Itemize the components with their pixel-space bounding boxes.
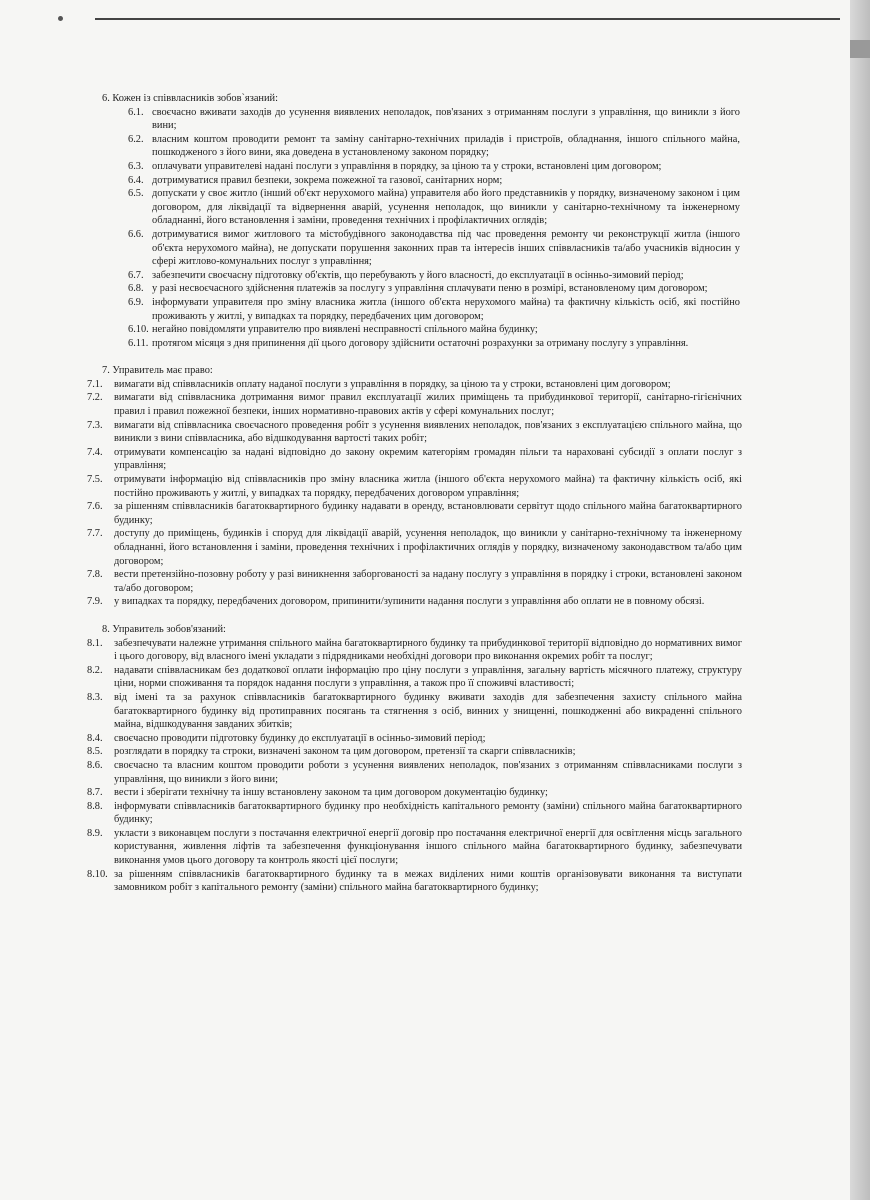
item-text: вимагати від співвласника дотримання вимог правил експлуатації жилих приміщень та прибудинкової території, санітарно-гігієнічних правил і правил пожежної безпеки, інших нормативно-правових актів у сфері комунальних послуг; (114, 392, 742, 418)
item-number: 7.8. (87, 569, 103, 581)
item-text: негайно повідомляти управителю про виявлені несправності спільного майна будинку; (152, 324, 538, 336)
list-item (87, 800, 742, 827)
item-number: 7.6. (87, 501, 103, 513)
item-text: своєчасно вживати заходів до усунення виявлених неполадок, пов'язаних з отриманням послуги з управління, що виникли з його вини; (152, 106, 740, 132)
list-item (128, 323, 740, 337)
list-item (87, 637, 742, 664)
item-number: 6.2. (128, 133, 144, 145)
item-text: забезпечити своєчасну підготовку об'єктів, що перебувають у його власності, до експлуатації в осінньо-зимовий період; (152, 269, 684, 281)
document-body (87, 92, 742, 895)
item-number: 6.10. (128, 324, 149, 336)
item-number: 8.9. (87, 827, 103, 839)
page-edge-shadow (850, 0, 870, 1200)
item-number: 6.11. (128, 337, 149, 349)
list-item (87, 759, 742, 786)
list-item (128, 282, 740, 296)
item-text: допускати у своє житло (інший об'єкт нерухомого майна) управителя або його представників у порядку, визначеному законом і цим договором, для ліквідації та відвернення аварій, усунення неполадок, що виникли у санітарно-технічному та інженерному обладнанні, його встановлення і заміни, проведення технічних і профілактичних оглядів; (152, 188, 740, 227)
scan-edge-mark (850, 40, 870, 58)
list-item (128, 296, 740, 323)
item-text: своєчасно проводити підготовку будинку до експлуатації в осінньо-зимовий період; (114, 732, 486, 744)
list-item (87, 568, 742, 595)
item-number: 8.5. (87, 746, 103, 758)
item-number: 6.9. (128, 296, 144, 308)
item-text: інформувати управителя про зміну власника житла (іншого об'єкта нерухомого майна) та фактичну кількість осіб, які постійно проживають у житлі, у випадках та порядку, передбачених цим договором; (152, 296, 740, 322)
item-number: 7.7. (87, 528, 103, 540)
item-number: 6.5. (128, 188, 144, 200)
item-number: 8.4. (87, 732, 103, 744)
item-text: дотримуватися правил безпеки, зокрема пожежної та газової, санітарних норм; (152, 174, 503, 186)
list-item (87, 378, 742, 392)
item-number: 6.7. (128, 269, 144, 281)
list-item (87, 664, 742, 691)
list-item (87, 827, 742, 868)
top-edge-line (95, 18, 840, 20)
item-text: інформувати співвласників багатоквартирного будинку про необхідність капітального ремонту (заміни) спільного майна багатоквартирного будинку; (114, 800, 742, 826)
list-item (87, 595, 742, 609)
item-number: 8.3. (87, 691, 103, 703)
item-number: 8.6. (87, 759, 103, 771)
item-text: своєчасно та власним коштом проводити роботи з усунення виявлених неполадок, пов'язаних з отриманням співвласниками послуги з управління, що виникли з його вини; (114, 759, 742, 785)
item-number: 8.7. (87, 787, 103, 799)
item-number: 7.2. (87, 392, 103, 404)
item-text: від імені та за рахунок співвласників багатоквартирного будинку вживати заходів для забезпечення захисту спільного майна багатоквартирного будинку від протиправних посягань та стягнення з осіб, винних у знищенні, пошкодженні або викраденні спільного майна, відшкодування завданих збитків; (114, 691, 742, 731)
list-item (87, 527, 742, 568)
list-item (128, 133, 740, 160)
item-number: 7.5. (87, 474, 103, 486)
list-item (128, 160, 740, 174)
item-number: 7.4. (87, 446, 103, 458)
list-item (128, 106, 740, 133)
section-8 (87, 623, 742, 895)
list-item (87, 732, 742, 746)
section-heading: 7. Управитель має право: (102, 365, 213, 377)
list-item (87, 500, 742, 527)
item-text: вимагати від співвласників оплату наданої послуги з управління в порядку, за ціною та у строки, встановлені цим договором; (114, 378, 671, 390)
list-item (87, 868, 742, 895)
item-text: протягом місяця з дня припинення дії цього договору здійснити остаточні розрахунки за отриману послугу з управління. (152, 337, 689, 349)
list-item (128, 228, 740, 269)
item-text: розглядати в порядку та строки, визначені законом та цим договором, претензії та скарги співвласників; (114, 746, 576, 758)
item-number: 8.1. (87, 637, 103, 649)
list-item (87, 391, 742, 418)
item-text: власним коштом проводити ремонт та заміну санітарно-технічних приладів і пристроїв, обладнання, іншого спільного майна, пошкодженого з його вини, яка доведена в установленому законом порядку; (152, 133, 740, 159)
item-text: у випадках та порядку, передбачених договором, припинити/зупинити надання послуги з управління або оплати не в повному обсязі. (114, 596, 705, 608)
item-text: забезпечувати належне утримання спільного майна багатоквартирного будинку та прибудинкової території відповідно до нормативних вимог і цього договору, від власного імені укладати з підрядниками необхідні договори про виконання окремих робіт та послуг; (114, 637, 742, 663)
item-number: 8.10. (87, 868, 108, 880)
item-text: за рішенням співвласників багатоквартирного будинку та в межах виділених ними коштів організовувати виконання та виступати замовником робіт з капітального ремонту (заміни) спільного майна багатоквартирного будинку; (114, 868, 742, 894)
list-item (128, 269, 740, 283)
item-number: 8.2. (87, 664, 103, 676)
list-item (128, 337, 740, 351)
list-item (87, 446, 742, 473)
item-text: укласти з виконавцем послуги з постачання електричної енергії договір про постачання електричної енергії для освітлення місць загального користування, живлення ліфтів та забезпечення функціонування іншого спільного майна багатоквартирного будинку, забезпечувати виконання умов цього договору та контроль якості цієї послуги; (114, 827, 742, 867)
item-text: оплачувати управителеві надані послуги з управління в порядку, за ціною та у строки, встановлені цим договором; (152, 160, 662, 172)
list-item (87, 786, 742, 800)
item-number: 7.9. (87, 596, 103, 608)
item-number: 8.8. (87, 800, 103, 812)
list-item (87, 419, 742, 446)
item-text: дотримуватися вимог житлового та містобудівного законодавства під час проведення ремонту чи реконструкції житла (іншого об'єкта нерухомого майна), не допускати порушення законних прав та інтересів інших співвласників та/або учасників відносин у сфері житлово-комунальних послуг з управління; (152, 228, 740, 268)
section-7 (87, 364, 742, 609)
section-heading: 8. Управитель зобов'язаний: (102, 623, 226, 635)
item-text: надавати співвласникам без додаткової оплати інформацію про ціну послуги з управління, загальну вартість місячного платежу, структуру ціни, норми споживання та порядок надання послуги з управління, а також про її споживчі властивості; (114, 664, 742, 690)
list-item (87, 745, 742, 759)
list-item (128, 174, 740, 188)
item-text: доступу до приміщень, будинків і споруд для ліквідації аварій, усунення неполадок, що виникли у санітарно-технічному та інженерному обладнанні, його встановлення і заміни, проведення технічних і профілактичних оглядів у порядку, визначеному законодавством та/або цим договором; (114, 528, 742, 567)
item-text: вести і зберігати технічну та іншу встановлену законом та цим договором документацію будинку; (114, 787, 548, 799)
scan-dot (58, 16, 63, 21)
item-number: 6.6. (128, 228, 144, 240)
item-text: отримувати компенсацію за надані відповідно до закону окремим категоріям громадян пільги та нараховані субсидії з оплати послуг з управління; (114, 446, 742, 472)
item-number: 7.1. (87, 378, 103, 390)
item-number: 6.8. (128, 283, 144, 295)
item-text: за рішенням співвласників багатоквартирного будинку надавати в оренду, встановлювати сервітут щодо спільного майна багатоквартирного будинку; (114, 501, 742, 526)
section-6 (90, 92, 740, 350)
item-number: 6.1. (128, 106, 144, 118)
item-number: 6.3. (128, 160, 144, 172)
list-item (87, 691, 742, 732)
list-item (128, 187, 740, 228)
item-number: 7.3. (87, 419, 103, 431)
item-text: вести претензійно-позовну роботу у разі виникнення заборгованості за надану послугу з управління в порядку і строки, встановлені законом та/або договором; (114, 569, 742, 594)
section-heading: 6. Кожен із співвласників зобов`язаний: (102, 93, 278, 104)
item-text: вимагати від співвласника своєчасного проведення робіт з усунення виявлених неполадок, пов'язаних з експлуатацією спільного майна, що виникли з вини співвласника, або відшкодування вартості таких робіт; (114, 419, 742, 445)
item-number: 6.4. (128, 174, 144, 186)
list-item (87, 473, 742, 500)
item-text: отримувати інформацію від співвласників про зміну власника житла (іншого об'єкта нерухомого майна) та фактичну кількість осіб, які постійно проживають у житлі, у випадках та порядку, передбачених договором управління; (114, 474, 742, 499)
item-text: у разі несвоєчасного здійснення платежів за послугу з управління сплачувати пеню в розмірі, встановленому цим договором; (152, 283, 708, 295)
